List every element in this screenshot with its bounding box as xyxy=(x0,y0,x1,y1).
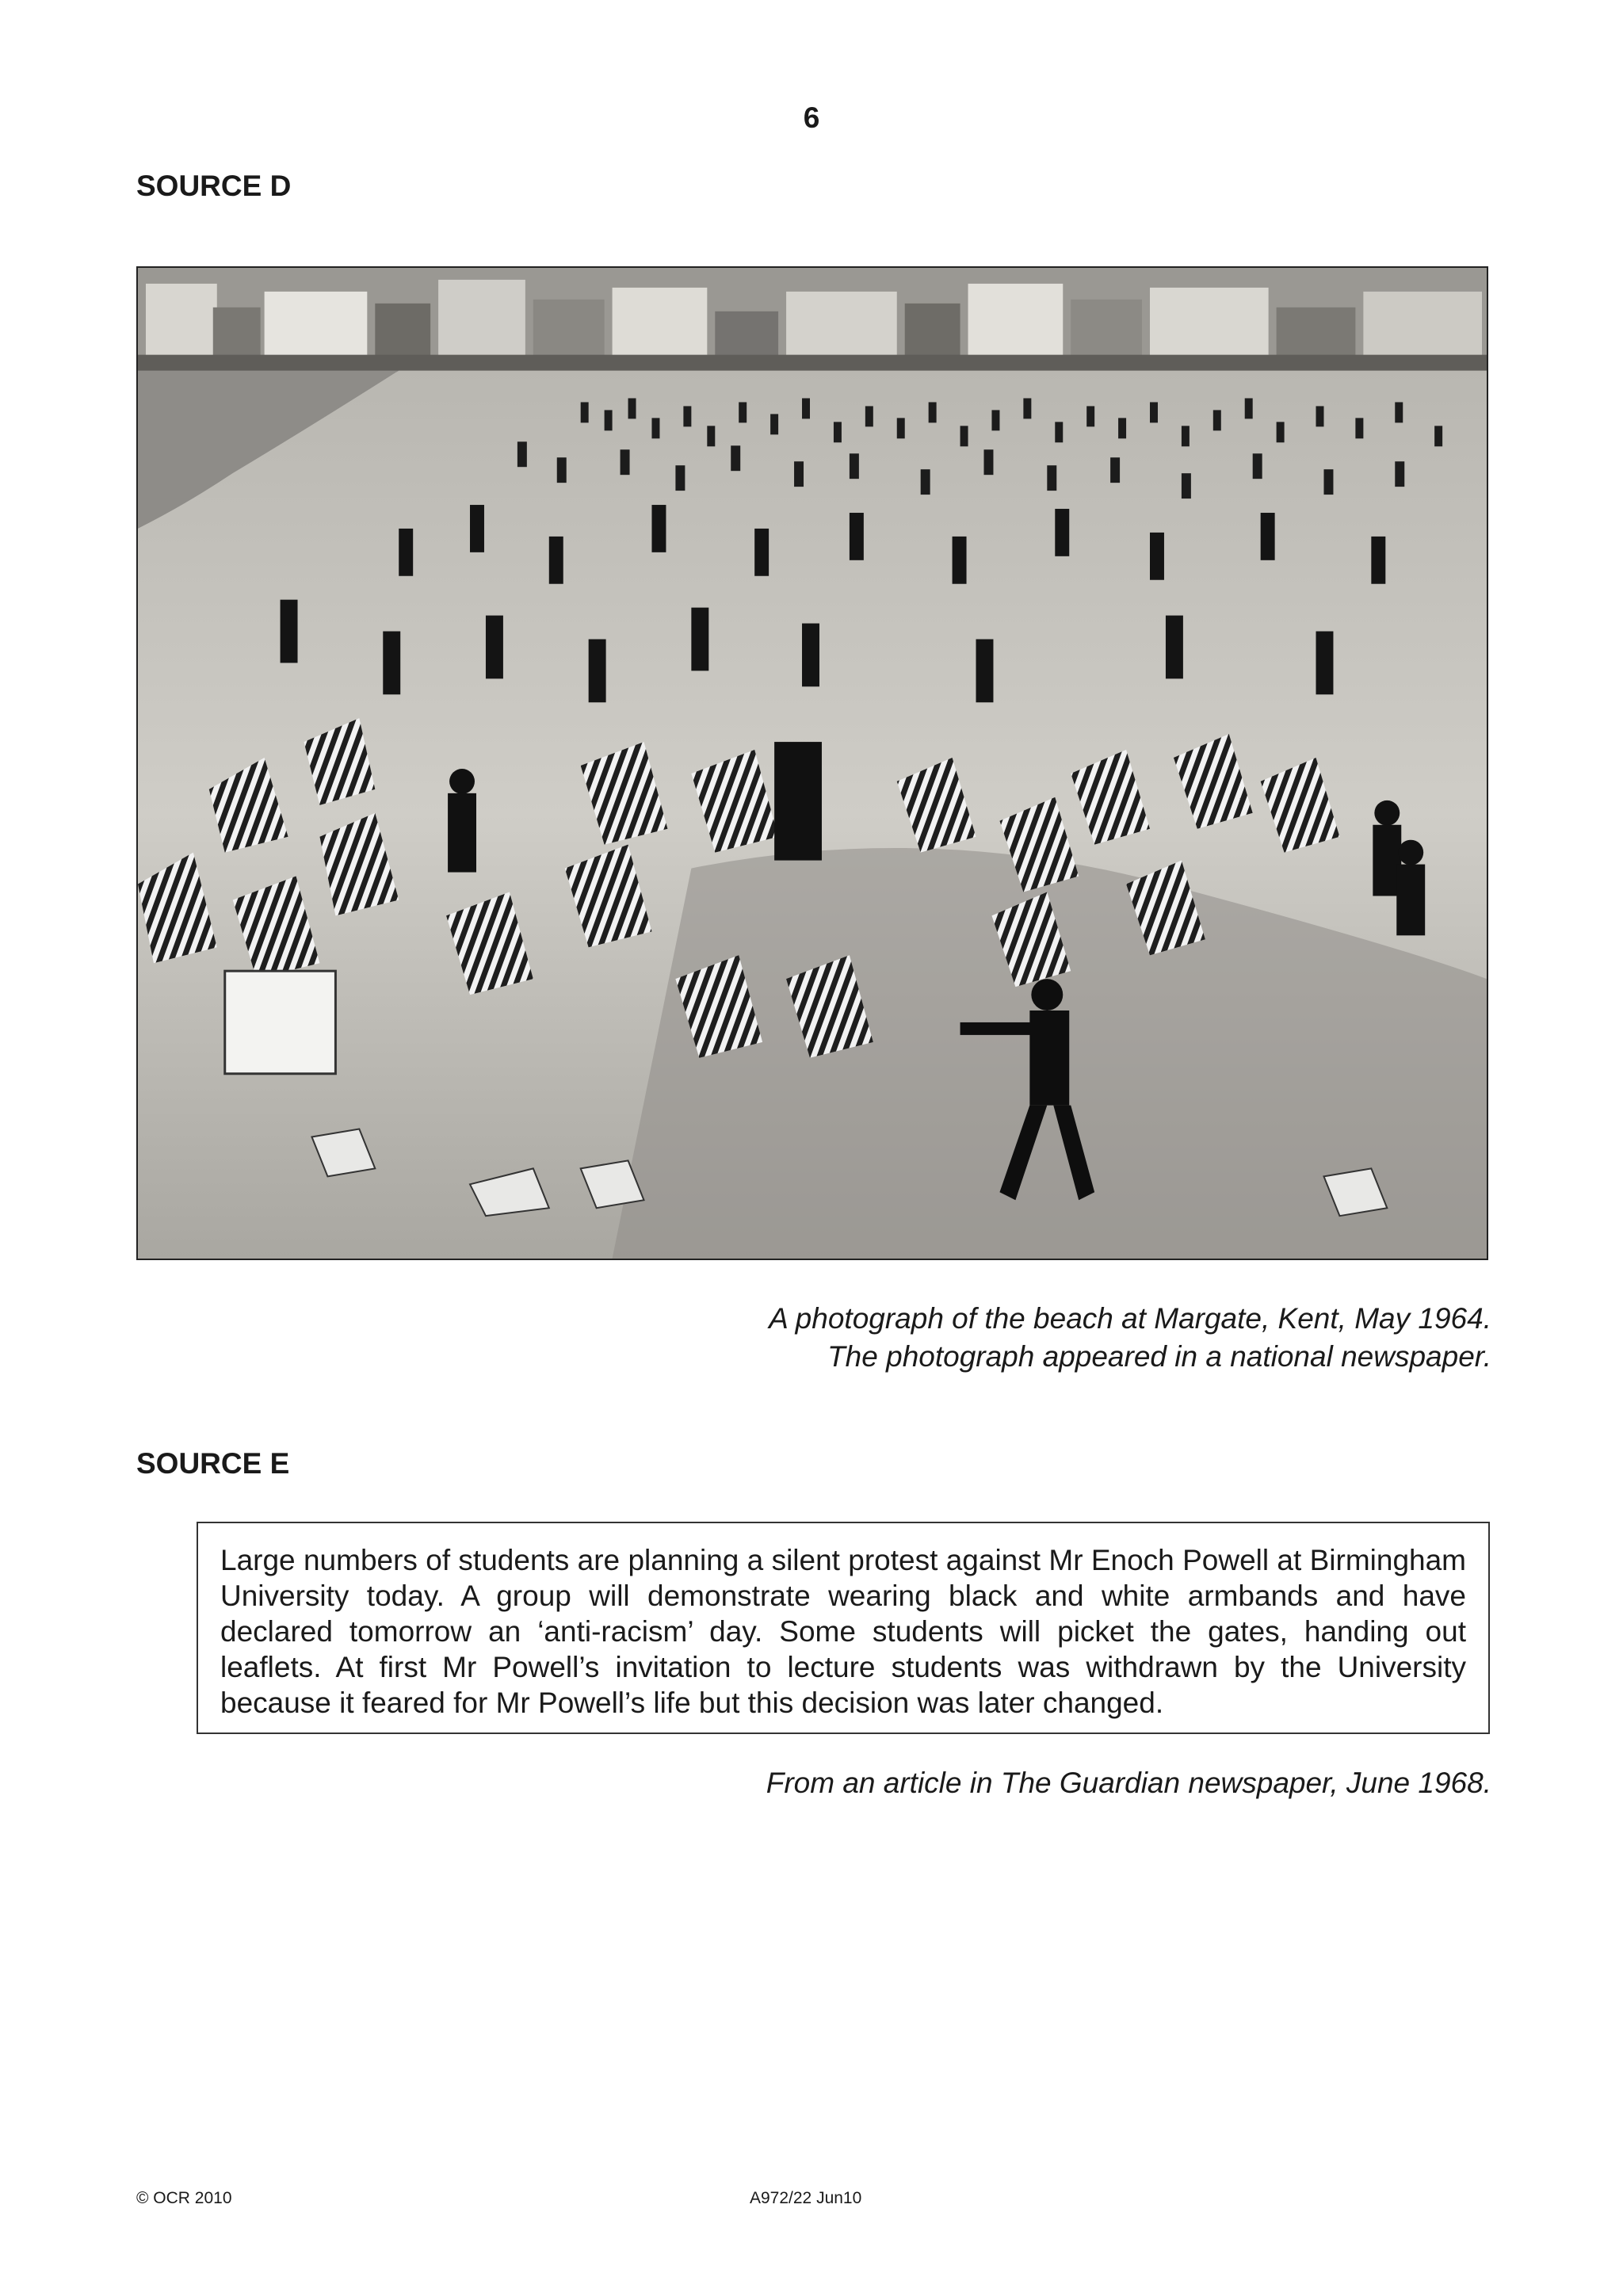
source-e-caption: From an article in The Guardian newspaper, June 1968. xyxy=(766,1767,1491,1799)
source-d-caption-line: The photograph appeared in a national newspaper. xyxy=(827,1340,1491,1373)
source-d-caption-line: A photograph of the beach at Margate, Kent, May 1964. xyxy=(769,1302,1491,1335)
source-e-text-box: Large numbers of students are planning a silent protest against Mr Enoch Powell at Birmingham University today. A group will demonstrate wearing black and white armbands and have declared tomorrow an ‘anti-racism’ day. Some students will picket the gates, handing out leaflets. At first Mr Powell’s invitation to lecture students was withdrawn by the University because it feared for Mr Powell’s life but this decision was later changed. xyxy=(197,1522,1490,1734)
footer-paper-code: A972/22 Jun10 xyxy=(750,2189,862,2207)
beach-photograph-icon xyxy=(138,268,1487,1259)
footer-copyright: © OCR 2010 xyxy=(136,2189,232,2207)
source-d-caption xyxy=(769,1300,1491,1376)
source-d-photograph xyxy=(136,266,1488,1260)
source-d-heading: SOURCE D xyxy=(136,170,292,202)
page-number: 6 xyxy=(803,101,820,134)
source-e-heading: SOURCE E xyxy=(136,1447,290,1480)
